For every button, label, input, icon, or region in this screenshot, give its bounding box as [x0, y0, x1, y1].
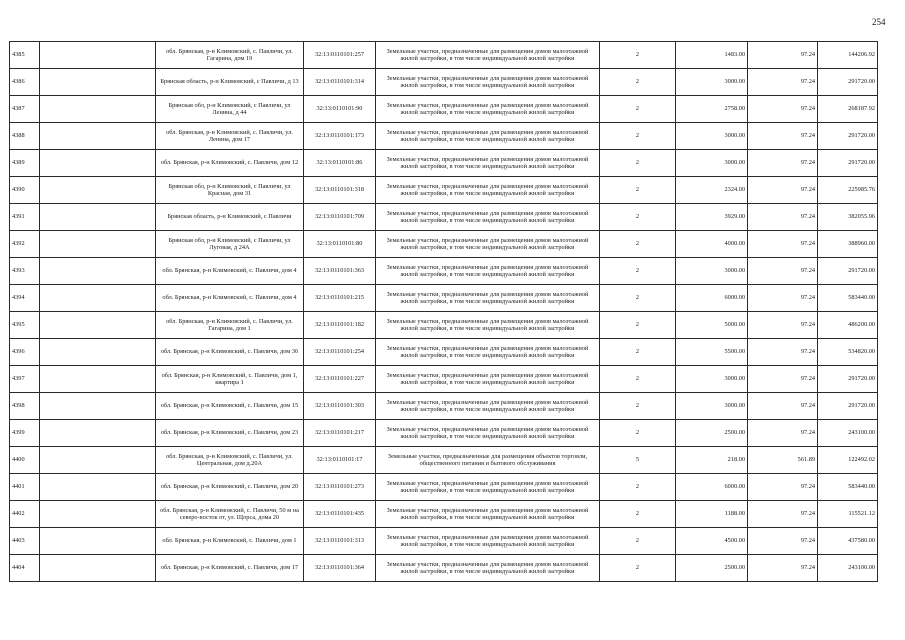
row-number-cell: 4391 [10, 204, 40, 231]
table-row [10, 555, 878, 582]
spacer-cell [40, 96, 156, 123]
rate-cell: 97.24 [748, 69, 818, 96]
spacer-cell [40, 150, 156, 177]
address-cell: Брянская обл, р-н Климовский, с Павличи, ул Красная, дом 31 [156, 177, 304, 204]
cadastral-value-cell: 388960.00 [818, 231, 878, 258]
area-cell: 3000.00 [676, 393, 748, 420]
land-use-cell: Земельные участки, предназначенные для размещения домов малоэтажной жилой застройки, в том числе индивидуальной жилой застройки [376, 312, 600, 339]
cadastral-value-cell: 382055.96 [818, 204, 878, 231]
category-cell: 2 [600, 285, 676, 312]
address-cell: Брянская область, р-н Климовский, с Павличи, д 13 [156, 69, 304, 96]
table-row [10, 312, 878, 339]
area-cell: 5500.00 [676, 339, 748, 366]
area-cell: 218.00 [676, 447, 748, 474]
address-cell: обл. Брянская, р-н Климовский, с. Павличи, ул. Ленина, дом 17 [156, 123, 304, 150]
cadastral-value-cell: 534820.00 [818, 339, 878, 366]
cadastral-value-cell: 144206.92 [818, 42, 878, 69]
land-use-cell: Земельные участки, предназначенные для размещения домов малоэтажной жилой застройки, в том числе индивидуальной жилой застройки [376, 204, 600, 231]
address-cell: Брянская область, р-н Климовский, с Павличи [156, 204, 304, 231]
area-cell: 3000.00 [676, 69, 748, 96]
cadastral-value-cell: 243100.00 [818, 555, 878, 582]
address-cell: Брянская обл, р-н Климовский, с Павличи, ул Ленина, д 44 [156, 96, 304, 123]
land-use-cell: Земельные участки, предназначенные для размещения домов малоэтажной жилой застройки, в том числе индивидуальной жилой застройки [376, 528, 600, 555]
category-cell: 2 [600, 528, 676, 555]
rate-cell: 97.24 [748, 555, 818, 582]
address-cell: обл. Брянская, р-н Климовский, с. Павличи, 50 м на северо-восток от, ул. Щорса, дома 20 [156, 501, 304, 528]
cadastral-number-cell: 32:13:0110101:80 [304, 231, 376, 258]
land-use-cell: Земельные участки, предназначенные для размещения домов малоэтажной жилой застройки, в том числе индивидуальной жилой застройки [376, 258, 600, 285]
category-cell: 2 [600, 177, 676, 204]
row-number-cell: 4397 [10, 366, 40, 393]
rate-cell: 97.24 [748, 96, 818, 123]
cadastral-number-cell: 32:13:0110101:273 [304, 474, 376, 501]
table-row [10, 339, 878, 366]
cadastral-value-cell: 291720.00 [818, 69, 878, 96]
cadastral-value-cell: 291720.00 [818, 393, 878, 420]
table-row [10, 42, 878, 69]
address-cell: обл. Брянская, р-н Климовский, с. Павличи, дом 36 [156, 339, 304, 366]
table-row [10, 420, 878, 447]
land-registry-table [9, 41, 878, 582]
cadastral-value-cell: 486200.00 [818, 312, 878, 339]
land-use-cell: Земельные участки, предназначенные для размещения объектов торговли, общественного питания и бытового обслуживания [376, 447, 600, 474]
cadastral-number-cell: 32:13:0110101:318 [304, 177, 376, 204]
rate-cell: 97.24 [748, 420, 818, 447]
spacer-cell [40, 420, 156, 447]
row-number-cell: 4394 [10, 285, 40, 312]
cadastral-number-cell: 32:13:0110101:435 [304, 501, 376, 528]
land-use-cell: Земельные участки, предназначенные для размещения домов малоэтажной жилой застройки, в том числе индивидуальной жилой застройки [376, 42, 600, 69]
land-use-cell: Земельные участки, предназначенные для размещения домов малоэтажной жилой застройки, в том числе индивидуальной жилой застройки [376, 123, 600, 150]
land-use-cell: Земельные участки, предназначенные для размещения домов малоэтажной жилой застройки, в том числе индивидуальной жилой застройки [376, 177, 600, 204]
row-number-cell: 4393 [10, 258, 40, 285]
spacer-cell [40, 474, 156, 501]
table-body [10, 42, 878, 582]
cadastral-number-cell: 32:13:0110101:314 [304, 69, 376, 96]
rate-cell: 97.24 [748, 339, 818, 366]
address-cell: обл. Брянская, р-н Климовский, с. Павличи, дом 4 [156, 258, 304, 285]
spacer-cell [40, 258, 156, 285]
category-cell: 5 [600, 447, 676, 474]
rate-cell: 97.24 [748, 177, 818, 204]
cadastral-value-cell: 225985.76 [818, 177, 878, 204]
row-number-cell: 4388 [10, 123, 40, 150]
land-use-cell: Земельные участки, предназначенные для размещения домов малоэтажной жилой застройки, в том числе индивидуальной жилой застройки [376, 393, 600, 420]
area-cell: 3929.00 [676, 204, 748, 231]
table-row [10, 150, 878, 177]
category-cell: 2 [600, 258, 676, 285]
area-cell: 3000.00 [676, 123, 748, 150]
cadastral-value-cell: 243100.00 [818, 420, 878, 447]
spacer-cell [40, 231, 156, 258]
cadastral-value-cell: 291720.00 [818, 258, 878, 285]
spacer-cell [40, 528, 156, 555]
category-cell: 2 [600, 501, 676, 528]
spacer-cell [40, 204, 156, 231]
address-cell: обл. Брянская, р-н Климовский, с. Павличи, ул. Центральная, дом д.20А [156, 447, 304, 474]
land-use-cell: Земельные участки, предназначенные для размещения домов малоэтажной жилой застройки, в том числе индивидуальной жилой застройки [376, 150, 600, 177]
address-cell: обл. Брянская, р-н Климовский, с. Павличи, дом 17 [156, 555, 304, 582]
rate-cell: 97.24 [748, 204, 818, 231]
rate-cell: 97.24 [748, 150, 818, 177]
category-cell: 2 [600, 231, 676, 258]
rate-cell: 97.24 [748, 258, 818, 285]
cadastral-number-cell: 32:13:0110101:182 [304, 312, 376, 339]
page-number: 254 [872, 17, 886, 27]
row-number-cell: 4396 [10, 339, 40, 366]
cadastral-number-cell: 32:13:0110101:303 [304, 393, 376, 420]
table-row [10, 258, 878, 285]
table-row [10, 69, 878, 96]
cadastral-number-cell: 32:13:0110101:173 [304, 123, 376, 150]
spacer-cell [40, 123, 156, 150]
row-number-cell: 4390 [10, 177, 40, 204]
category-cell: 2 [600, 312, 676, 339]
rate-cell: 97.24 [748, 123, 818, 150]
table-row [10, 393, 878, 420]
cadastral-value-cell: 291720.00 [818, 366, 878, 393]
rate-cell: 97.24 [748, 285, 818, 312]
row-number-cell: 4399 [10, 420, 40, 447]
spacer-cell [40, 339, 156, 366]
cadastral-number-cell: 32:13:0110101:215 [304, 285, 376, 312]
area-cell: 6000.00 [676, 474, 748, 501]
row-number-cell: 4385 [10, 42, 40, 69]
land-use-cell: Земельные участки, предназначенные для размещения домов малоэтажной жилой застройки, в том числе индивидуальной жилой застройки [376, 69, 600, 96]
row-number-cell: 4392 [10, 231, 40, 258]
table-row [10, 204, 878, 231]
area-cell: 3000.00 [676, 366, 748, 393]
rate-cell: 97.24 [748, 231, 818, 258]
table-row [10, 528, 878, 555]
rate-cell: 561.89 [748, 447, 818, 474]
cadastral-number-cell: 32:13:0110101:17 [304, 447, 376, 474]
cadastral-number-cell: 32:13:0110101:364 [304, 555, 376, 582]
cadastral-number-cell: 32:13:0110101:313 [304, 528, 376, 555]
spacer-cell [40, 555, 156, 582]
category-cell: 2 [600, 42, 676, 69]
cadastral-number-cell: 32:13:0110101:363 [304, 258, 376, 285]
spacer-cell [40, 393, 156, 420]
row-number-cell: 4403 [10, 528, 40, 555]
row-number-cell: 4387 [10, 96, 40, 123]
table-row [10, 285, 878, 312]
row-number-cell: 4389 [10, 150, 40, 177]
land-use-cell: Земельные участки, предназначенные для размещения домов малоэтажной жилой застройки, в том числе индивидуальной жилой застройки [376, 231, 600, 258]
address-cell: обл. Брянская, р-н Климовский, с. Павличи, дом 1, квартира 1 [156, 366, 304, 393]
spacer-cell [40, 501, 156, 528]
rate-cell: 97.24 [748, 312, 818, 339]
area-cell: 4500.00 [676, 528, 748, 555]
table-row [10, 474, 878, 501]
address-cell: обл. Брянская, р-н Климовский, с. Павличи, ул. Гагарина, дом 19 [156, 42, 304, 69]
cadastral-value-cell: 115521.12 [818, 501, 878, 528]
table-row [10, 177, 878, 204]
table-row [10, 447, 878, 474]
land-use-cell: Земельные участки, предназначенные для размещения домов малоэтажной жилой застройки, в том числе индивидуальной жилой застройки [376, 339, 600, 366]
spacer-cell [40, 366, 156, 393]
area-cell: 2500.00 [676, 420, 748, 447]
table-row [10, 96, 878, 123]
table-row [10, 123, 878, 150]
spacer-cell [40, 447, 156, 474]
land-use-cell: Земельные участки, предназначенные для размещения домов малоэтажной жилой застройки, в том числе индивидуальной жилой застройки [376, 366, 600, 393]
rate-cell: 97.24 [748, 501, 818, 528]
rate-cell: 97.24 [748, 474, 818, 501]
area-cell: 3000.00 [676, 258, 748, 285]
cadastral-number-cell: 32:13:0110101:257 [304, 42, 376, 69]
cadastral-value-cell: 291720.00 [818, 150, 878, 177]
category-cell: 2 [600, 123, 676, 150]
address-cell: обл. Брянская, р-н Климовский, с. Павличи, дом 15 [156, 393, 304, 420]
area-cell: 2324.00 [676, 177, 748, 204]
row-number-cell: 4400 [10, 447, 40, 474]
category-cell: 2 [600, 69, 676, 96]
rate-cell: 97.24 [748, 42, 818, 69]
area-cell: 2758.00 [676, 96, 748, 123]
land-use-cell: Земельные участки, предназначенные для размещения домов малоэтажной жилой застройки, в том числе индивидуальной жилой застройки [376, 555, 600, 582]
category-cell: 2 [600, 393, 676, 420]
address-cell: обл. Брянская, р-н Климовский, с. Павличи, дом 12 [156, 150, 304, 177]
spacer-cell [40, 177, 156, 204]
land-use-cell: Земельные участки, предназначенные для размещения домов малоэтажной жилой застройки, в том числе индивидуальной жилой застройки [376, 420, 600, 447]
table-row [10, 501, 878, 528]
cadastral-value-cell: 268187.92 [818, 96, 878, 123]
area-cell: 5000.00 [676, 312, 748, 339]
address-cell: обл. Брянская, р-н Климовский, с. Павличи, дом 1 [156, 528, 304, 555]
cadastral-number-cell: 32:13:0110101:217 [304, 420, 376, 447]
cadastral-number-cell: 32:13:0110101:86 [304, 150, 376, 177]
table-row [10, 231, 878, 258]
land-use-cell: Земельные участки, предназначенные для размещения домов малоэтажной жилой застройки, в том числе индивидуальной жилой застройки [376, 501, 600, 528]
land-use-cell: Земельные участки, предназначенные для размещения домов малоэтажной жилой застройки, в том числе индивидуальной жилой застройки [376, 285, 600, 312]
row-number-cell: 4402 [10, 501, 40, 528]
address-cell: обл. Брянская, р-н Климовский, с. Павличи, дом 4 [156, 285, 304, 312]
area-cell: 4000.00 [676, 231, 748, 258]
row-number-cell: 4386 [10, 69, 40, 96]
address-cell: обл. Брянская, р-н Климовский, с. Павличи, дом 23 [156, 420, 304, 447]
spacer-cell [40, 312, 156, 339]
cadastral-value-cell: 583440.00 [818, 474, 878, 501]
category-cell: 2 [600, 366, 676, 393]
area-cell: 1188.00 [676, 501, 748, 528]
row-number-cell: 4398 [10, 393, 40, 420]
category-cell: 2 [600, 204, 676, 231]
area-cell: 3000.00 [676, 150, 748, 177]
cadastral-number-cell: 32:13:0110101:227 [304, 366, 376, 393]
rate-cell: 97.24 [748, 366, 818, 393]
land-use-cell: Земельные участки, предназначенные для размещения домов малоэтажной жилой застройки, в том числе индивидуальной жилой застройки [376, 96, 600, 123]
address-cell: Брянская обл, р-н Климовский, с Павличи, ул Луговая, д 24А [156, 231, 304, 258]
rate-cell: 97.24 [748, 393, 818, 420]
spacer-cell [40, 42, 156, 69]
area-cell: 1483.00 [676, 42, 748, 69]
category-cell: 2 [600, 150, 676, 177]
cadastral-value-cell: 122492.02 [818, 447, 878, 474]
category-cell: 2 [600, 420, 676, 447]
row-number-cell: 4395 [10, 312, 40, 339]
category-cell: 2 [600, 96, 676, 123]
spacer-cell [40, 285, 156, 312]
row-number-cell: 4404 [10, 555, 40, 582]
area-cell: 2500.00 [676, 555, 748, 582]
category-cell: 2 [600, 339, 676, 366]
area-cell: 6000.00 [676, 285, 748, 312]
category-cell: 2 [600, 555, 676, 582]
category-cell: 2 [600, 474, 676, 501]
cadastral-number-cell: 32:13:0110101:90 [304, 96, 376, 123]
rate-cell: 97.24 [748, 528, 818, 555]
cadastral-value-cell: 583440.00 [818, 285, 878, 312]
address-cell: обл. Брянская, р-н Климовский, с. Павличи, дом 20 [156, 474, 304, 501]
cadastral-number-cell: 32:13:0110101:254 [304, 339, 376, 366]
cadastral-value-cell: 437580.00 [818, 528, 878, 555]
land-use-cell: Земельные участки, предназначенные для размещения домов малоэтажной жилой застройки, в том числе индивидуальной жилой застройки [376, 474, 600, 501]
spacer-cell [40, 69, 156, 96]
address-cell: обл. Брянская, р-н Климовский, с. Павличи, ул. Гагарина, дом 1 [156, 312, 304, 339]
row-number-cell: 4401 [10, 474, 40, 501]
table-row [10, 366, 878, 393]
cadastral-value-cell: 291720.00 [818, 123, 878, 150]
cadastral-number-cell: 32:13:0110101:709 [304, 204, 376, 231]
